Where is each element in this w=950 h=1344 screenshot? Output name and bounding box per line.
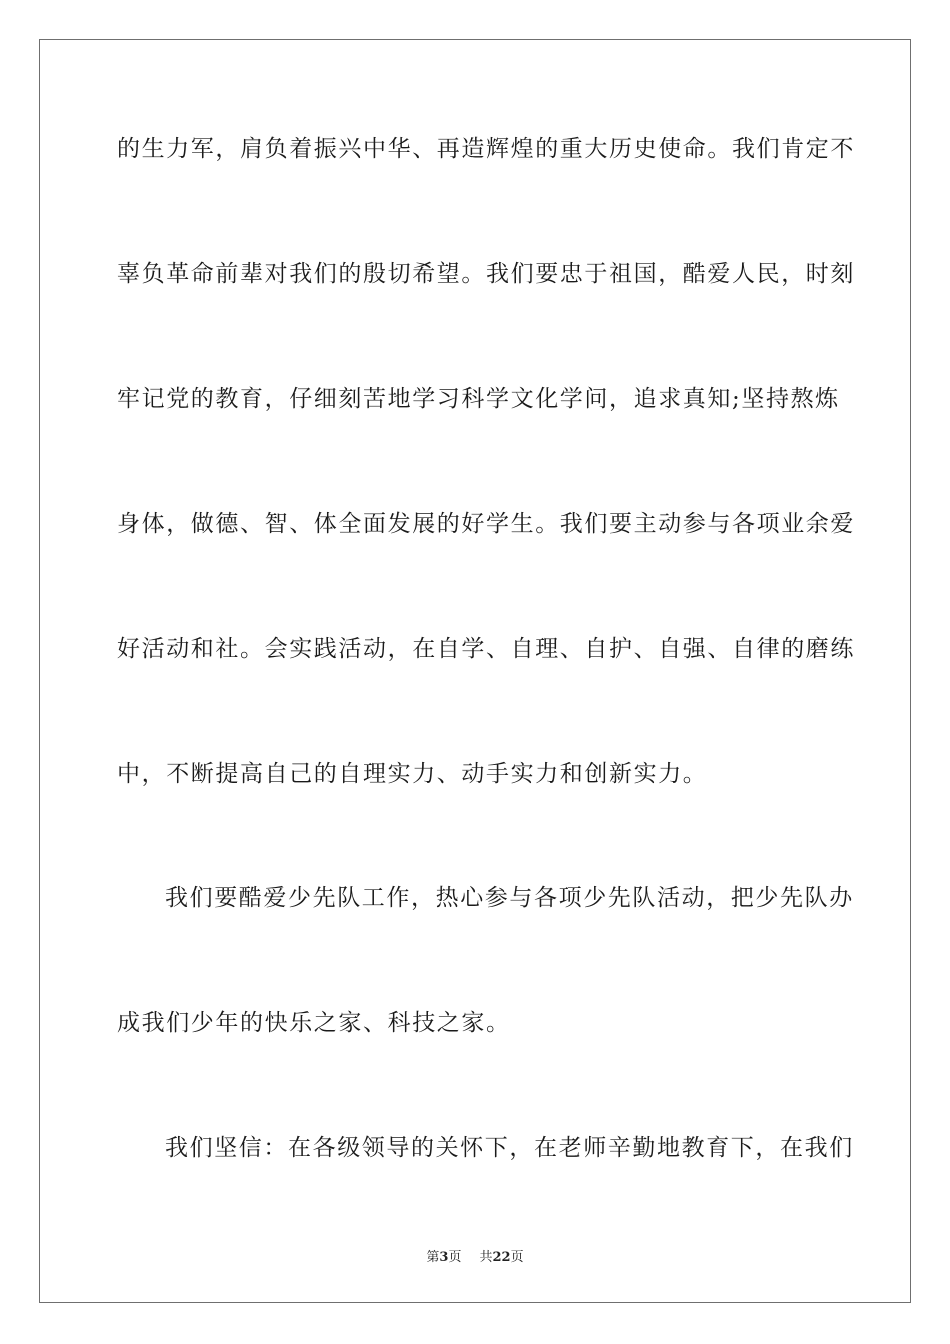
page-prefix: 第 — [426, 1250, 440, 1265]
text-line-3: 牢记党的教育，仔细刻苦地学习科学文化学问，追求真知;坚持熬炼 — [117, 386, 840, 412]
text-line-4: 身体，做德、智、体全面发展的好学生。我们要主动参与各项业余爱 — [117, 511, 855, 537]
page-suffix: 页 — [448, 1250, 462, 1265]
text-line-9: 我们坚信：在各级领导的关怀下，在老师辛勤地教育下，在我们 — [165, 1135, 854, 1161]
page-number: 3 — [439, 1250, 449, 1265]
text-line-7: 我们要酷爱少先队工作，热心参与各项少先队活动，把少先队办 — [165, 885, 854, 911]
total-suffix: 页 — [510, 1250, 524, 1265]
text-line-8: 成我们少年的快乐之家、科技之家。 — [117, 1010, 511, 1036]
text-line-1: 的生力军，肩负着振兴中华、再造辉煌的重大历史使命。我们肯定不 — [117, 136, 855, 162]
text-line-2: 辜负革命前辈对我们的殷切希望。我们要忠于祖国，酷爱人民，时刻 — [117, 261, 855, 287]
text-line-6: 中，不断提高自己的自理实力、动手实力和创新实力。 — [117, 761, 708, 787]
page-border — [39, 39, 911, 1303]
total-pages: 22 — [492, 1250, 511, 1265]
text-line-5: 好活动和社。会实践活动，在自学、自理、自护、自强、自律的磨练 — [117, 636, 855, 662]
total-prefix: 共 — [479, 1250, 493, 1265]
page-footer — [0, 1249, 950, 1267]
